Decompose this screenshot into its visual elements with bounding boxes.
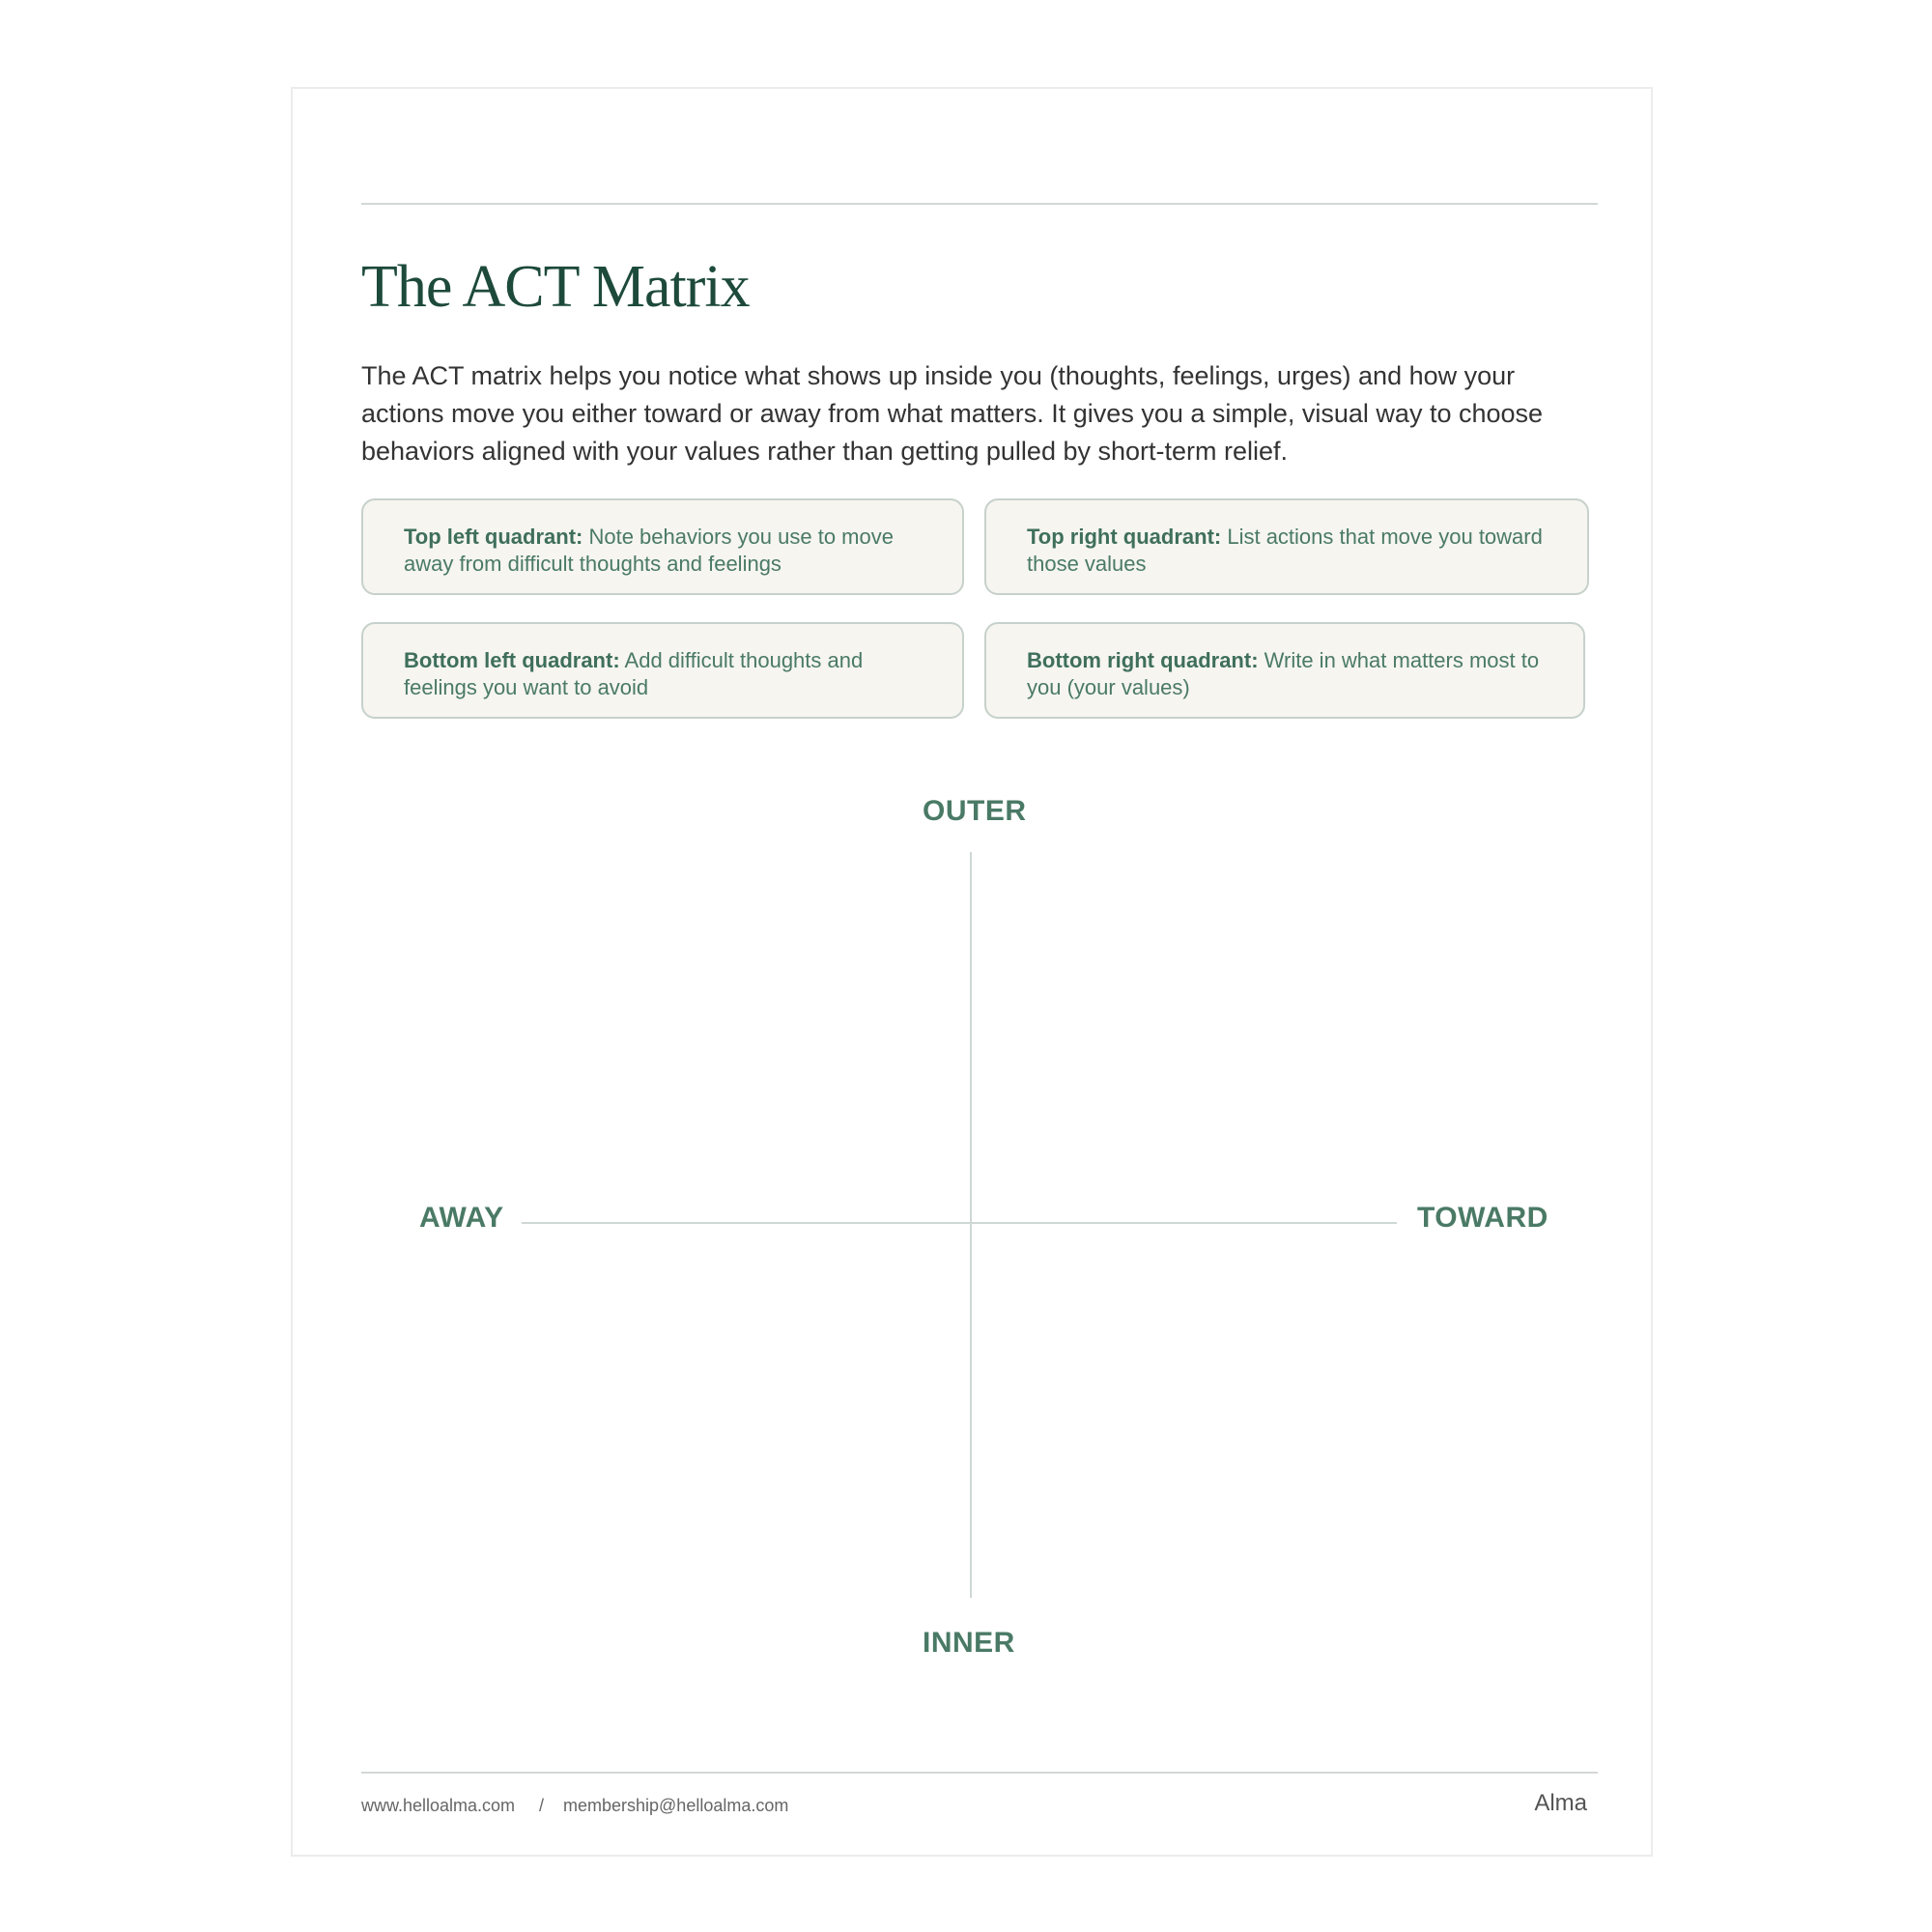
instruction-bottom-left-label: Bottom left quadrant: <box>404 648 620 672</box>
footer-website: www.helloalma.com <box>361 1796 516 1815</box>
axis-label-outer: OUTER <box>923 795 1027 827</box>
axis-label-toward: TOWARD <box>1417 1202 1548 1234</box>
worksheet-page <box>291 87 1653 1857</box>
instruction-top-right-label: Top right quadrant: <box>1027 525 1222 549</box>
instruction-top-right-text: List actions that move you toward those values <box>1027 525 1543 576</box>
intro-paragraph: The ACT matrix helps you notice what shows up inside you (thoughts, feelings, urges) and how your actions move you either toward or away from what matters. It gives you a simple, visual way to choose behaviors aligned with your values rather than getting pulled by short-term relief. <box>361 361 1544 466</box>
vertical-axis <box>970 852 972 1598</box>
instruction-bottom-right <box>984 622 1585 719</box>
alma-logo: Alma <box>1534 1790 1587 1816</box>
page-title: The ACT Matrix <box>361 254 750 320</box>
footer-separator: / <box>539 1796 545 1815</box>
instruction-bottom-right-text: Write in what matters most to you (your values) <box>1027 648 1540 699</box>
instruction-bottom-left-text: Add difficult thoughts and feelings you want to avoid <box>404 648 864 699</box>
footer-email: membership@helloalma.com <box>563 1796 789 1815</box>
axis-label-inner: INNER <box>923 1627 1015 1659</box>
axis-label-away: AWAY <box>419 1202 504 1234</box>
instruction-bottom-left <box>361 622 964 719</box>
instruction-top-left-label: Top left quadrant: <box>404 525 583 549</box>
instruction-top-right <box>984 498 1589 595</box>
footer-divider <box>361 1772 1598 1774</box>
horizontal-axis <box>522 1222 1397 1224</box>
instruction-top-left <box>361 498 964 595</box>
header-divider <box>361 203 1598 205</box>
instruction-top-left-text: Note behaviors you use to move away from difficult thoughts and feelings <box>404 525 894 576</box>
instruction-bottom-right-label: Bottom right quadrant: <box>1027 648 1259 672</box>
